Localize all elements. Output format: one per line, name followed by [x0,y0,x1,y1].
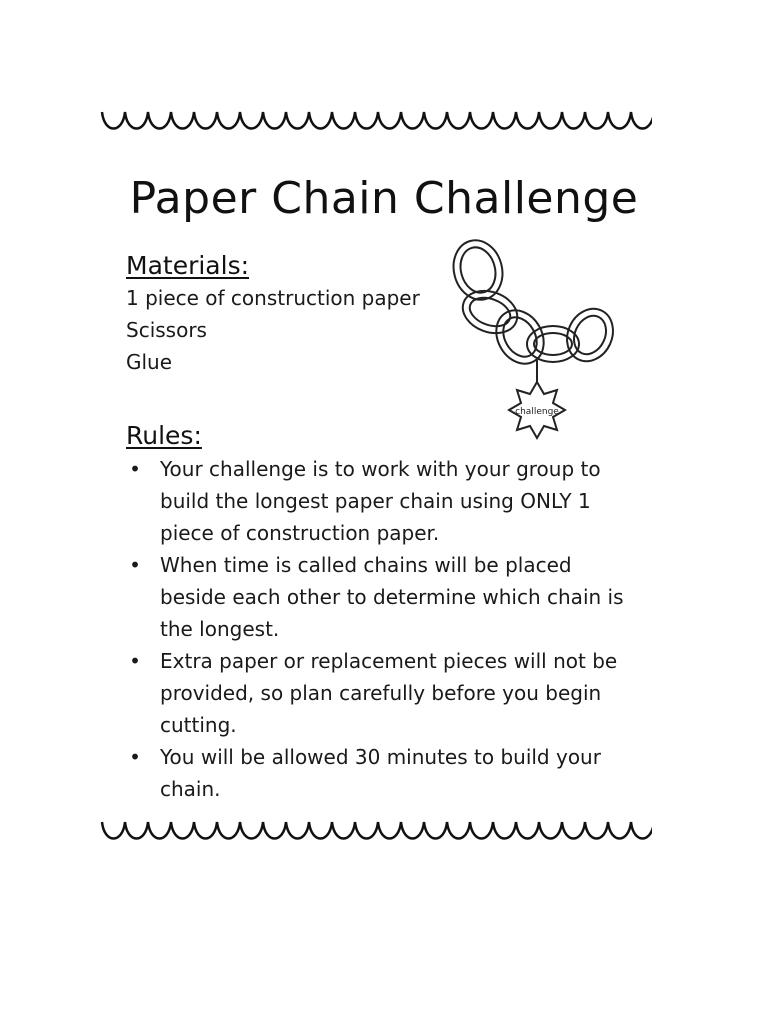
page-title: Paper Chain Challenge [129,173,639,225]
materials-list [126,282,420,378]
rules-item-text: You will be allowed 30 minutes to build your chain. [160,745,601,801]
rules-item [126,741,626,805]
bullet-icon: • [129,553,141,577]
paper-chain-icon [440,232,630,442]
bullet-icon: • [129,745,141,769]
rules-item-text: Extra paper or replacement pieces will not be provided, so plan carefully before you begin cutting. [160,649,618,737]
bullet-icon: • [129,457,141,481]
rules-list [126,453,626,805]
materials-heading: Materials: [126,251,250,280]
materials-item: Glue [126,350,173,374]
wave-line [102,822,652,839]
rules-item [126,453,626,549]
rules-item [126,645,626,741]
materials-item: Scissors [126,318,207,342]
badge-label: challenge [515,407,559,417]
bullet-icon: • [129,649,141,673]
rules-item-text: Your challenge is to work with your group to build the longest paper chain using ONLY 1 piece of construction paper. [160,457,601,545]
rules-item [126,549,626,645]
top-wavy-border [100,104,652,134]
challenge-badge [509,382,565,438]
bottom-wavy-border [100,814,652,844]
materials-item: 1 piece of construction paper [126,286,420,310]
rules-item-text: When time is called chains will be placed beside each other to determine which chain is the longest. [160,553,624,641]
rules-heading: Rules: [126,421,202,450]
wave-line [102,112,652,129]
